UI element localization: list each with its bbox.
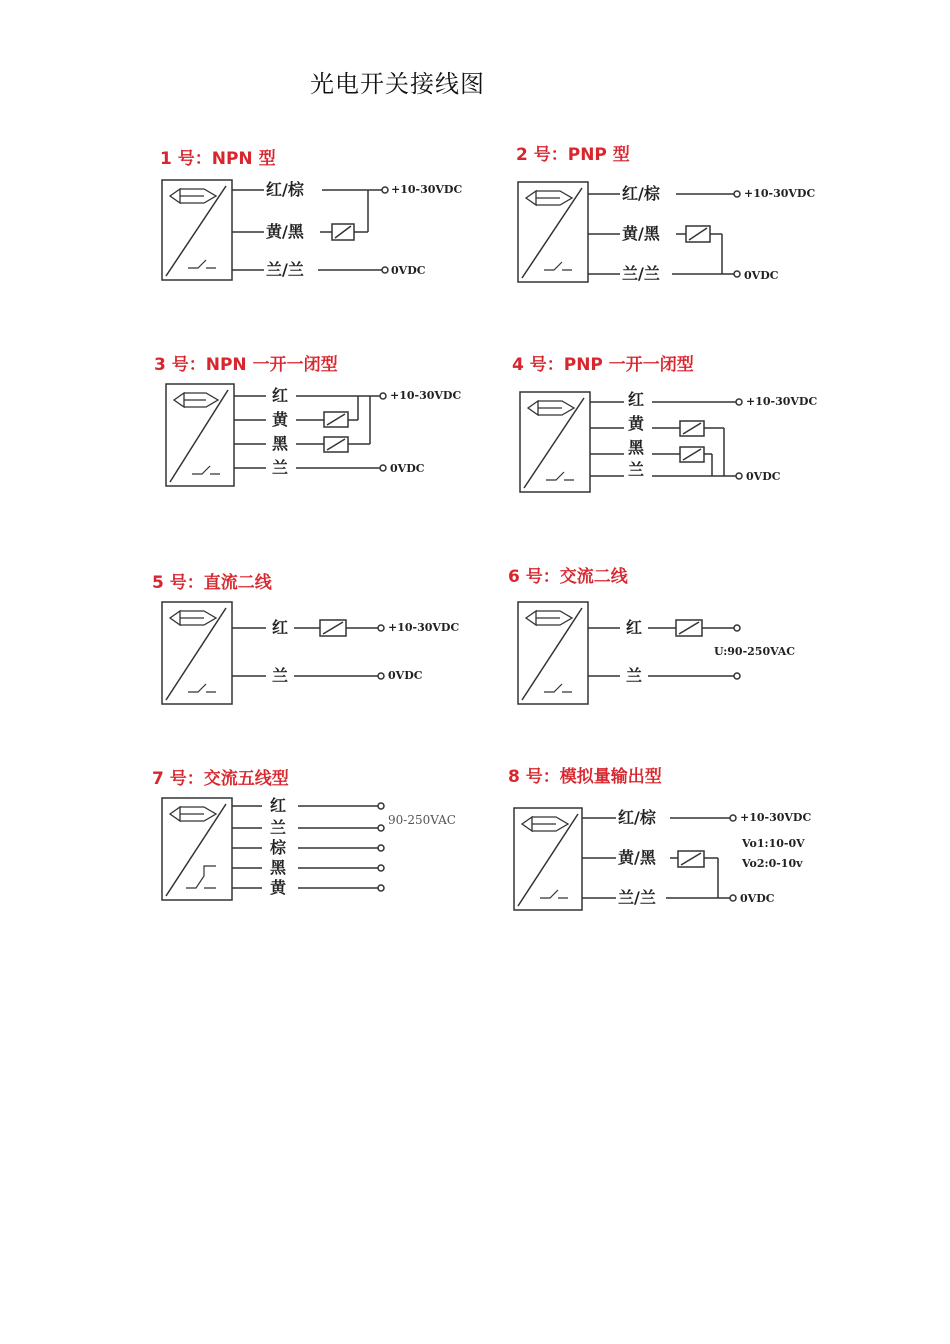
diagram-1-npn — [160, 144, 490, 334]
terminal-label: +10-30VDC — [740, 811, 812, 824]
diagram-title: 7 号：交流五线型 — [152, 769, 289, 789]
terminal-label: +10-30VDC — [391, 183, 463, 196]
diagram-title: 4 号：PNP 一开一闭型 — [512, 355, 694, 375]
terminal-label: 0VDC — [390, 462, 425, 475]
wire-label: 棕 — [270, 838, 287, 857]
page-title: 光电开关接线图 — [310, 70, 485, 98]
diagram-6-ac-2wire — [508, 562, 838, 752]
terminal-label: +10-30VDC — [744, 187, 816, 200]
terminal-label: +10-30VDC — [388, 621, 460, 634]
wire-label: 黄 — [272, 410, 289, 429]
diagram-4-pnp-no-nc — [512, 350, 842, 540]
wire-label: 兰 — [628, 460, 645, 479]
wire-label: 黄/黑 — [622, 224, 660, 243]
wire-label: 黄/黑 — [266, 222, 304, 241]
terminal-label: 0VDC — [744, 269, 779, 282]
diagram-title: 3 号：NPN 一开一闭型 — [154, 355, 338, 375]
terminal-label: +10-30VDC — [746, 395, 818, 408]
wire-label: 红/棕 — [622, 184, 660, 203]
wire-label: 红 — [628, 390, 645, 409]
wire-label: 红/棕 — [618, 808, 656, 827]
diagram-title: 6 号：交流二线 — [508, 567, 628, 587]
diagram-title: 1 号：NPN 型 — [160, 149, 276, 169]
terminal-label: 90-250VAC — [388, 813, 456, 827]
wire-label: 黑 — [272, 434, 289, 453]
terminal-label: Vo1:10-0V — [742, 837, 805, 850]
wiring-schematic — [154, 350, 484, 540]
diagram-title: 2 号：PNP 型 — [516, 145, 630, 165]
wire-label: 兰/兰 — [266, 260, 304, 279]
wire-label: 黄/黑 — [618, 848, 656, 867]
diagram-7-ac-5wire — [152, 764, 482, 954]
wire-label: 兰/兰 — [622, 264, 660, 283]
wire-label: 红 — [270, 796, 287, 815]
terminal-label: U:90-250VAC — [714, 645, 796, 658]
wire-label: 红/棕 — [266, 180, 304, 199]
terminal-label: 0VDC — [391, 264, 426, 277]
diagram-title: 5 号：直流二线 — [152, 573, 272, 593]
wire-label: 红 — [272, 618, 289, 637]
wire-label: 红 — [272, 386, 289, 405]
wire-label: 黄 — [270, 878, 287, 897]
wire-label: 兰/兰 — [618, 888, 656, 907]
diagram-2-pnp — [516, 140, 846, 330]
wire-label: 黑 — [270, 858, 287, 877]
wire-label: 红 — [626, 618, 643, 637]
diagram-3-npn-no-nc — [154, 350, 484, 540]
terminal-label: +10-30VDC — [390, 389, 462, 402]
terminal-label: 0VDC — [746, 470, 781, 483]
wire-label: 黑 — [628, 438, 645, 457]
wire-label: 兰 — [272, 666, 289, 685]
terminal-label: 0VDC — [740, 892, 775, 905]
wire-label: 兰 — [626, 666, 643, 685]
wire-label: 兰 — [272, 458, 289, 477]
wiring-schematic — [512, 350, 842, 540]
diagram-title: 8 号：模拟量输出型 — [508, 767, 662, 787]
wiring-schematic — [152, 764, 482, 954]
wire-label: 黄 — [628, 414, 645, 433]
wire-label: 兰 — [270, 818, 287, 837]
terminal-label: 0VDC — [388, 669, 423, 682]
diagram-5-dc-2wire — [152, 568, 482, 758]
diagram-8-analog-output — [508, 762, 838, 952]
wiring-schematic — [160, 144, 490, 334]
terminal-label: Vo2:0-10v — [742, 857, 803, 870]
wiring-schematic — [152, 568, 482, 758]
wiring-schematic — [516, 140, 846, 330]
